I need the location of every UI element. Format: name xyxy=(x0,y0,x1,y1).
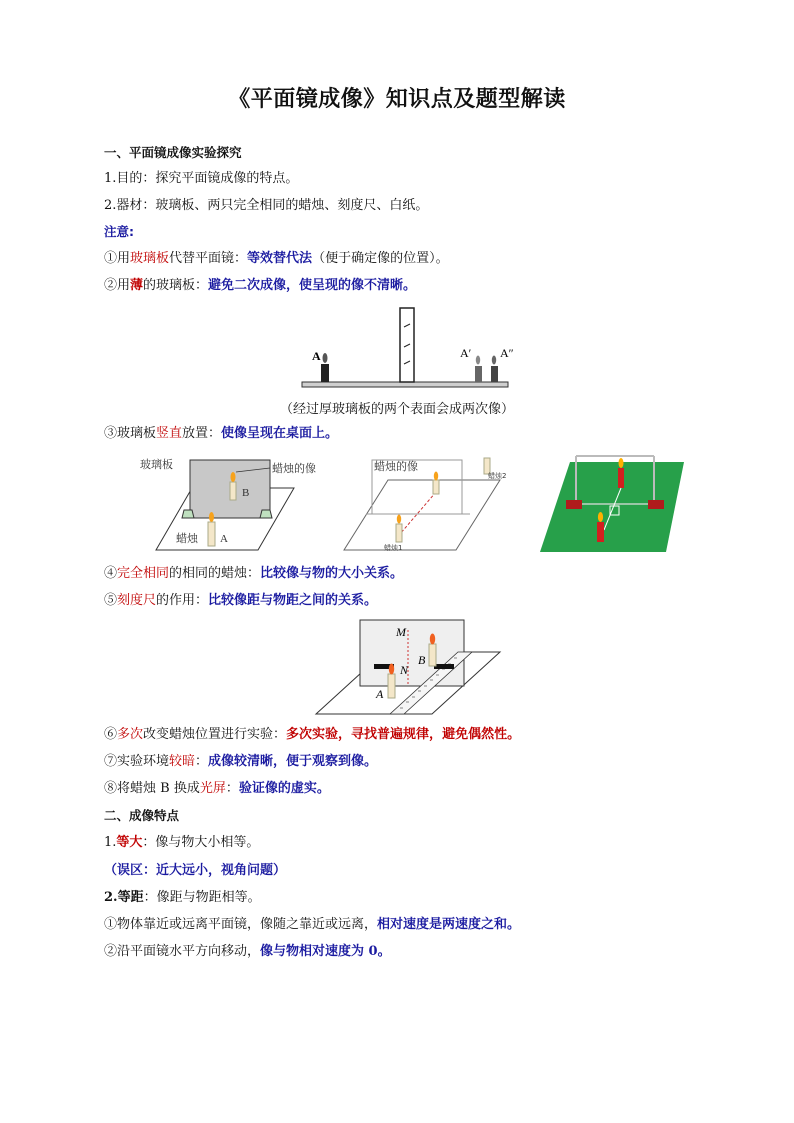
fig3-c2-label: 蜡烛2 xyxy=(488,472,507,480)
fig1-label-a1: A′ xyxy=(460,346,472,360)
note-3-b: 竖直 xyxy=(156,426,183,441)
note-6-a: ⑥ xyxy=(104,727,118,742)
note-2-c: 的玻璃板： xyxy=(143,278,209,293)
note-2-b: 薄 xyxy=(130,278,144,293)
point-2-2 xyxy=(104,943,391,961)
note-6-c: 改变蜡烛位置进行实验： xyxy=(143,727,287,742)
glass-plate-figure xyxy=(138,452,316,554)
fig3-image-label: 蜡烛的像 xyxy=(374,460,418,473)
fig5-n-label: N xyxy=(400,663,409,677)
note-5-b: 刻度尺 xyxy=(117,593,157,608)
note-8-b: 光屏 xyxy=(199,781,226,796)
note-label: 注意: xyxy=(104,224,134,239)
fig2-b-label: B xyxy=(242,487,250,499)
note-4-c: 的相同的蜡烛： xyxy=(169,566,261,581)
note-3-a: ③玻璃板 xyxy=(104,426,157,441)
thick-glass-figure xyxy=(300,302,515,392)
point-2-1 xyxy=(104,916,520,934)
note-7-a: ⑦实验环境 xyxy=(104,754,170,769)
fig3-c1-label: 蜡烛1 xyxy=(384,544,403,552)
note-8-d: 验证像的虚实。 xyxy=(238,781,330,796)
point-1-a: 1. xyxy=(104,835,117,850)
point-2-c: ：像距与物距相等。 xyxy=(143,890,261,905)
fig1-caption: （经过厚玻璃板的两个表面会成两次像） xyxy=(279,402,514,417)
fig2-a-label: A xyxy=(220,533,228,545)
note-6-b: 多次 xyxy=(117,727,144,742)
note-7-b: 较暗 xyxy=(169,754,196,769)
note-8 xyxy=(104,780,330,798)
note-5-a: ⑤ xyxy=(104,593,118,608)
note-6-e: 避免偶然性。 xyxy=(442,727,521,742)
section1-heading: 一、平面镜成像实验探究 xyxy=(104,145,242,160)
note-6-d: 多次实验，寻找普遍规律， xyxy=(286,727,443,742)
fig2-glass-label: 玻璃板 xyxy=(140,458,173,471)
page-title: 《平面镜成像》知识点及题型解读 xyxy=(228,87,566,112)
fig5-m-label: M xyxy=(396,625,406,639)
point-2-a: 2.等距 xyxy=(104,890,144,905)
note-1-b: 玻璃板 xyxy=(130,251,170,266)
note-4 xyxy=(104,565,403,583)
note-8-a: ⑧将蜡烛 B 换成 xyxy=(104,781,200,796)
point-1-c: ：像与物大小相等。 xyxy=(142,835,260,850)
note-6 xyxy=(104,726,520,744)
fig5-b-label: B xyxy=(418,653,426,667)
note-1-e: （便于确定像的位置）。 xyxy=(312,251,449,266)
point-2-1-a: ①物体靠近或远离平面镜，像随之靠近或远离， xyxy=(104,917,378,932)
note-7-d: 成像较清晰，便于观察到像。 xyxy=(208,754,378,769)
green-board-figure xyxy=(540,452,686,554)
note-7 xyxy=(104,753,377,771)
point-2 xyxy=(104,889,261,907)
fig5-a-label: A xyxy=(376,687,384,701)
ruler-figure xyxy=(316,616,506,718)
note-4-b: 完全相同 xyxy=(117,566,170,581)
fig1-label-a2: A″ xyxy=(500,346,514,360)
point-2-1-b: 相对速度是两速度之和。 xyxy=(377,917,521,932)
sketch-figure xyxy=(340,452,510,554)
note-5-d: 比较像距与物距之间的关系。 xyxy=(208,593,378,608)
note-5-c: 的作用： xyxy=(156,593,209,608)
note-8-c: ： xyxy=(225,781,239,796)
note-5 xyxy=(104,592,377,610)
point-1-b: 等大 xyxy=(116,835,143,850)
note-3 xyxy=(104,425,338,443)
note-3-c: 放置： xyxy=(182,426,222,441)
note-2-a: ②用 xyxy=(104,278,131,293)
note-7-c: ： xyxy=(195,754,209,769)
point-2-2-b: 像与物相对速度为 0。 xyxy=(260,944,391,959)
note-3-d: 使像呈现在桌面上。 xyxy=(221,426,339,441)
note-2-d: 避免二次成像，使呈现的像不清晰。 xyxy=(208,278,417,293)
note-4-a: ④ xyxy=(104,566,118,581)
note-1 xyxy=(104,250,449,268)
point-2-2-a: ②沿平面镜水平方向移动， xyxy=(104,944,261,959)
equipment-line: 2.器材：玻璃板、两只完全相同的蜡烛、刻度尺、白纸。 xyxy=(104,198,429,213)
fig1-label-a: A xyxy=(312,349,321,363)
purpose-line: 1.目的：探究平面镜成像的特点。 xyxy=(104,171,299,186)
note-4-d: 比较像与物的大小关系。 xyxy=(260,566,404,581)
point-1-note: （误区：近大远小，视角问题） xyxy=(104,863,287,878)
note-1-c: 代替平面镜： xyxy=(169,251,248,266)
fig2-image-label: 蜡烛的像 xyxy=(272,462,316,475)
point-1 xyxy=(104,834,259,852)
note-2 xyxy=(104,277,416,295)
fig2-candle-label: 蜡烛 xyxy=(176,532,198,545)
note-1-a: ①用 xyxy=(104,251,131,266)
section2-heading: 二、成像特点 xyxy=(104,808,180,823)
note-1-d: 等效替代法 xyxy=(247,251,313,266)
